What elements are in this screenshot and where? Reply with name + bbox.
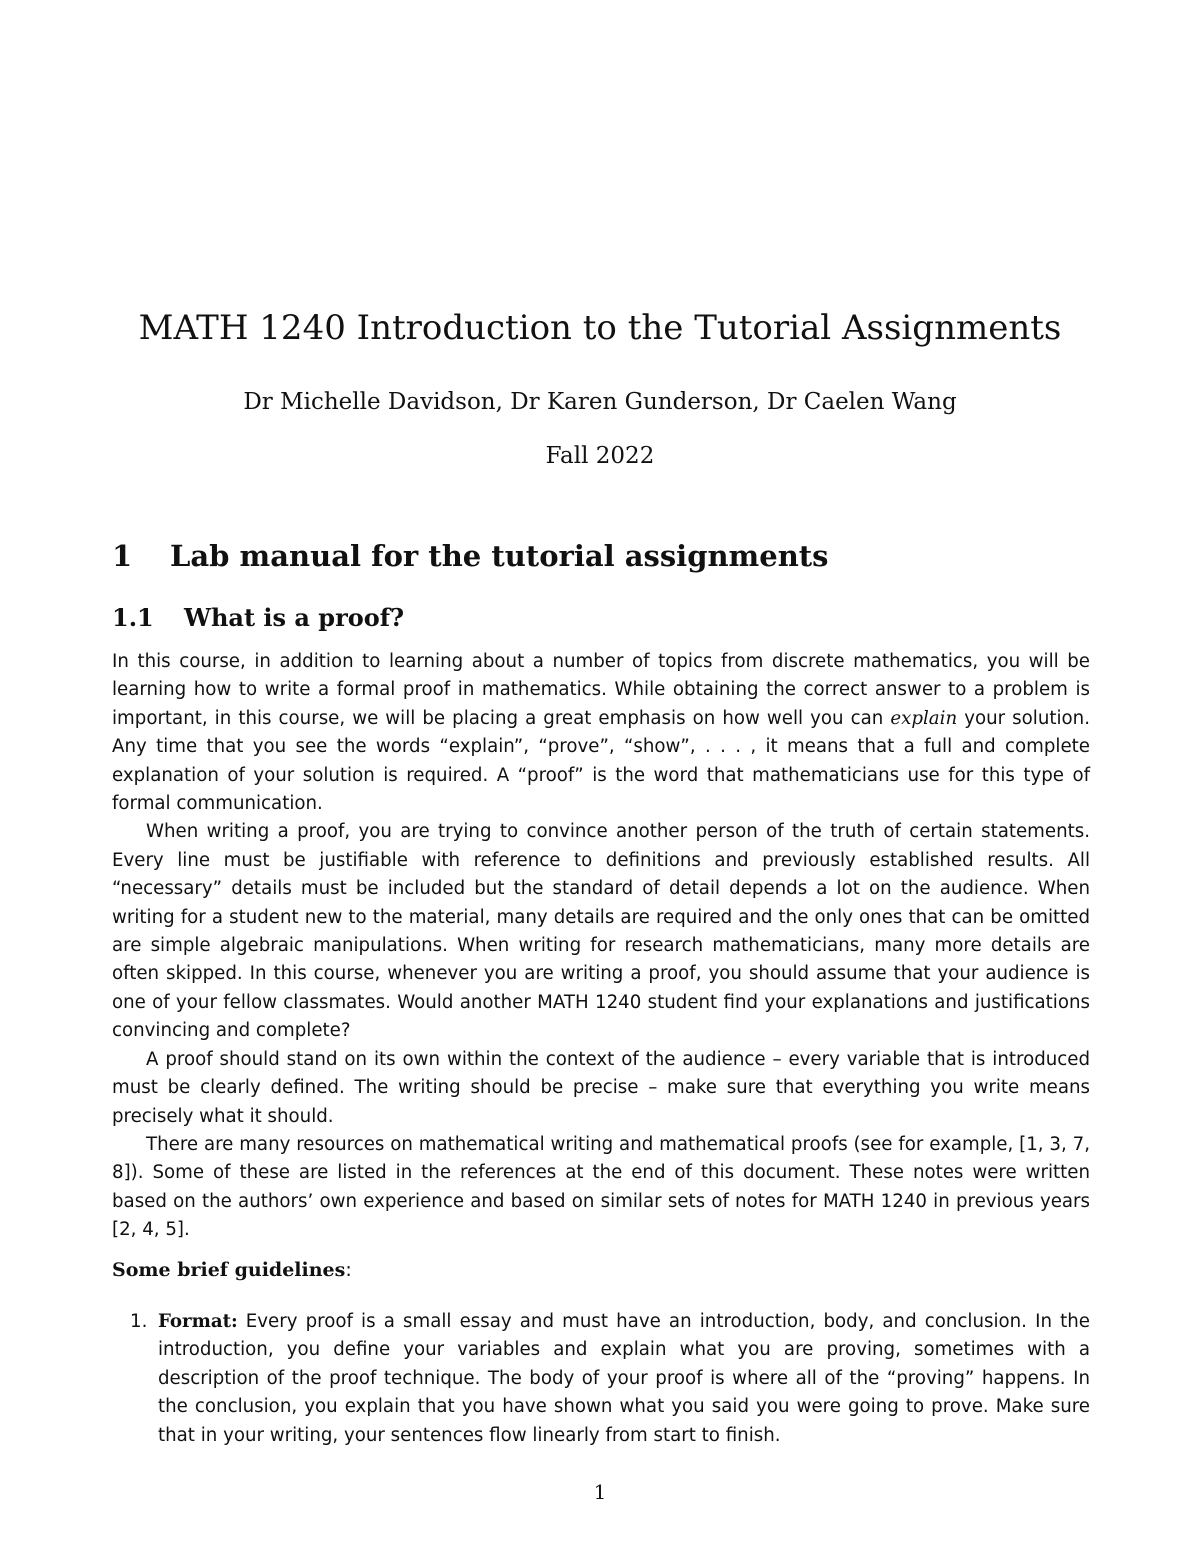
body-text [112,648,1090,1245]
section-heading [112,536,829,576]
document-title: MATH 1240 Introduction to the Tutorial Assignments [138,308,1062,348]
subsection-title: What is a proof? [184,603,405,632]
list-item-marker: 1. [130,1311,148,1332]
guidelines-heading-colon: : [345,1259,352,1281]
list-item-label: Format: [158,1311,238,1332]
list-item-text: Every proof is a small essay and must have an introduction, body, and conclusion. In the introduction, you define your variables and explain what you are proving, sometimes with a description of the proof technique. The body of your proof is where all of the “proving” happens. In the conclusion, you explain that you have shown what you said you were going to prove. Make sure that in your writing, your sentences flow linearly from start to finish. [158,1311,1090,1446]
list-item [112,1308,1090,1450]
paragraph-1-end: your solution. Any time that you see the words “explain”, “prove”, “show”, . . . , it means that a full and complete explanation of your solution is required. A “proof” is the word that mathematicians use for this type of formal communication. [112,707,1090,815]
section-title: Lab manual for the tutorial assignments [170,539,829,573]
paragraph-1-emphasis: explain [890,707,958,729]
guidelines-list [112,1308,1090,1450]
subsection-number: 1.1 [112,603,154,632]
document-date: Fall 2022 [545,443,655,469]
guidelines-heading [112,1254,352,1286]
paragraph-1 [112,648,1090,818]
paragraph-4: There are many resources on mathematical writing and mathematical proofs (see for example, [1, 3, 7, 8]). Some of these are listed in the references at the end of this document. These notes were written based on the authors’ own experience and based on similar sets of notes for MATH 1240 in previous years [2, 4, 5]. [112,1133,1090,1241]
guidelines-heading-text: Some brief guidelines [112,1259,346,1281]
paragraph-3: A proof should stand on its own within the context of the audience – every variable that is introduced must be clearly defined. The writing should be precise – make sure that everything you write means precisely what it should. [112,1048,1090,1127]
page-number: 1 [593,1480,607,1504]
paragraph-1-start: In this course, in addition to learning about a number of topics from discrete mathematics, you will be learning how to write a formal proof in mathematics. While obtaining the correct answer to a problem is important, in this course, we will be placing a great emphasis on how well you can [112,651,1090,729]
document-authors: Dr Michelle Davidson, Dr Karen Gunderson, Dr Caelen Wang [243,389,957,415]
subsection-heading [112,600,404,636]
section-number: 1 [112,539,133,573]
paragraph-2: When writing a proof, you are trying to convince another person of the truth of certain statements. Every line must be justifiable with reference to definitions and previously established results. All “necessary” details must be included but the standard of detail depends a lot on the audience. When writing for a student new to the material, many details are required and the only ones that can be omitted are simple algebraic manipulations. When writing for research mathematicians, many more details are often skipped. In this course, whenever you are writing a proof, you should assume that your audience is one of your fellow classmates. Would another MATH 1240 student find your explanations and justifications convincing and complete? [112,821,1090,1042]
